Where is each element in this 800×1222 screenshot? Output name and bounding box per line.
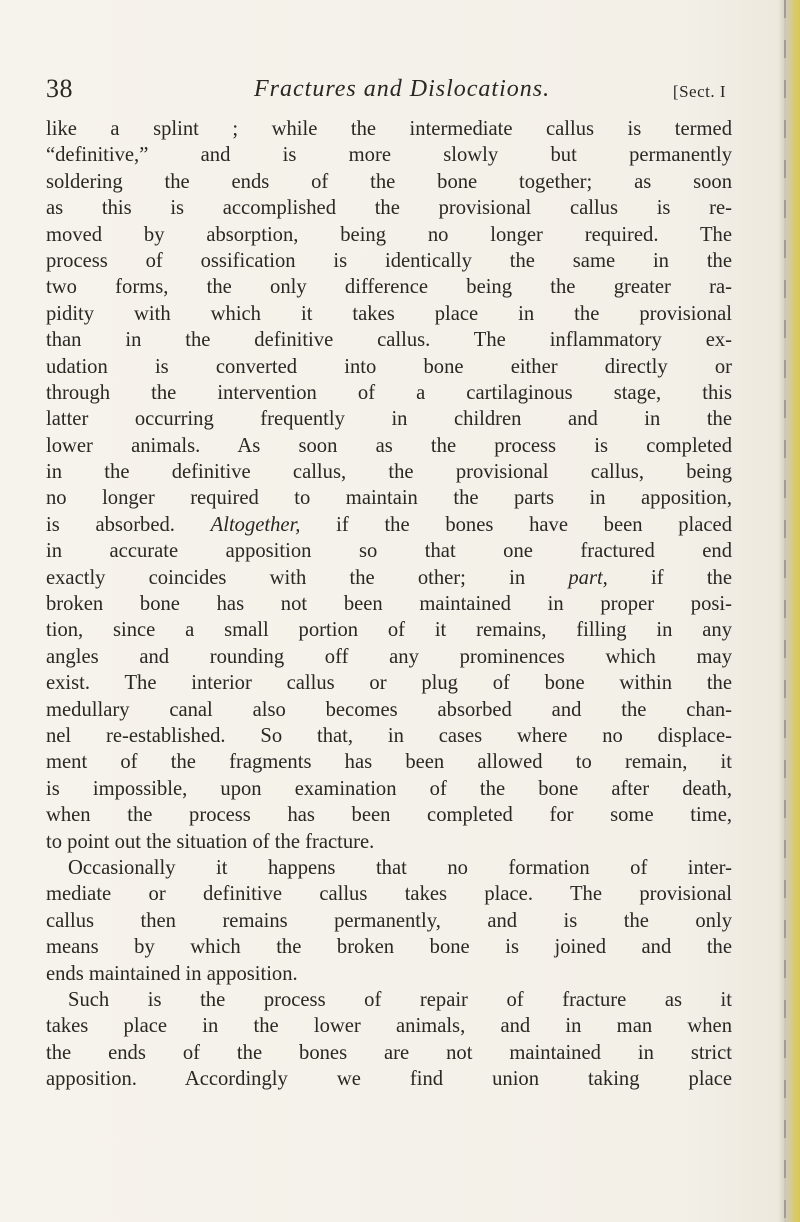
text-line: lower animals. As soon as the process is completed — [46, 434, 732, 457]
page-binding-edge — [778, 0, 800, 1222]
text-segment: if the bones have been placed — [300, 513, 732, 536]
text-segment: if the — [607, 566, 732, 589]
text-line: moved by absorption, being no longer required. The — [46, 223, 732, 246]
text-line: in the definitive callus, the provisional callus, being — [46, 461, 732, 484]
text-line: than in the definitive callus. The inflammatory ex- — [46, 329, 732, 352]
running-title: Fractures and Dislocations. — [254, 76, 551, 102]
italic-text: Altogether, — [210, 513, 301, 536]
text-line: exist. The interior callus or plug of bone within the — [46, 672, 732, 695]
text-segment: is absorbed. — [46, 513, 211, 536]
text-line: as this is accomplished the provisional callus is re- — [46, 197, 732, 220]
text-line: ends maintained in apposition. — [46, 962, 298, 985]
text-line — [46, 512, 732, 538]
text-line: in accurate apposition so that one fractured end — [46, 540, 732, 563]
text-line — [46, 565, 732, 591]
text-line: Such is the process of repair of fracture as it — [68, 988, 732, 1011]
text-line: apposition. Accordingly we find union taking place — [46, 1068, 732, 1091]
text-line: callus then remains permanently, and is the only — [46, 909, 732, 932]
text-line: broken bone has not been maintained in proper posi- — [46, 593, 732, 616]
section-mark: [Sect. I — [672, 82, 726, 101]
text-line: mediate or definitive callus takes place. The provisional — [46, 883, 732, 906]
text-segment: exactly coincides with the other; in — [46, 566, 569, 589]
text-line: ment of the fragments has been allowed to remain, it — [46, 751, 732, 774]
text-line: process of ossification is identically the same in the — [46, 249, 732, 272]
text-line: takes place in the lower animals, and in man when — [46, 1015, 732, 1038]
text-line: no longer required to maintain the parts in apposition, — [46, 487, 732, 510]
text-line: like a splint ; while the intermediate callus is termed — [46, 118, 732, 140]
text-line: Occasionally it happens that no formation of inter- — [68, 856, 732, 879]
text-line: medullary canal also becomes absorbed and the chan- — [46, 698, 732, 721]
text-line: tion, since a small portion of it remains, filling in any — [46, 619, 732, 642]
text-line: is impossible, upon examination of the bone after death, — [46, 777, 732, 800]
text-line: “definitive,” and is more slowly but permanently — [46, 144, 732, 167]
body-text — [46, 116, 732, 1092]
text-line: when the process has been completed for some time, — [46, 804, 732, 827]
text-line: angles and rounding off any prominences which may — [46, 645, 732, 668]
text-line: nel re-established. So that, in cases where no displace- — [46, 724, 732, 747]
text-line: latter occurring frequently in children and in the — [46, 408, 732, 431]
text-line: two forms, the only difference being the greater ra- — [46, 276, 732, 299]
page-number: 38 — [46, 74, 73, 103]
text-line: pidity with which it takes place in the provisional — [46, 302, 732, 325]
running-header — [46, 74, 726, 108]
text-line: to point out the situation of the fracture. — [46, 830, 375, 853]
text-line: udation is converted into bone either directly or — [46, 355, 732, 378]
text-line: means by which the broken bone is joined and the — [46, 936, 732, 959]
text-line: the ends of the bones are not maintained in strict — [46, 1041, 732, 1064]
italic-text: part, — [568, 566, 608, 589]
text-line: through the intervention of a cartilaginous stage, this — [46, 381, 732, 404]
text-line: soldering the ends of the bone together; as soon — [46, 170, 732, 193]
